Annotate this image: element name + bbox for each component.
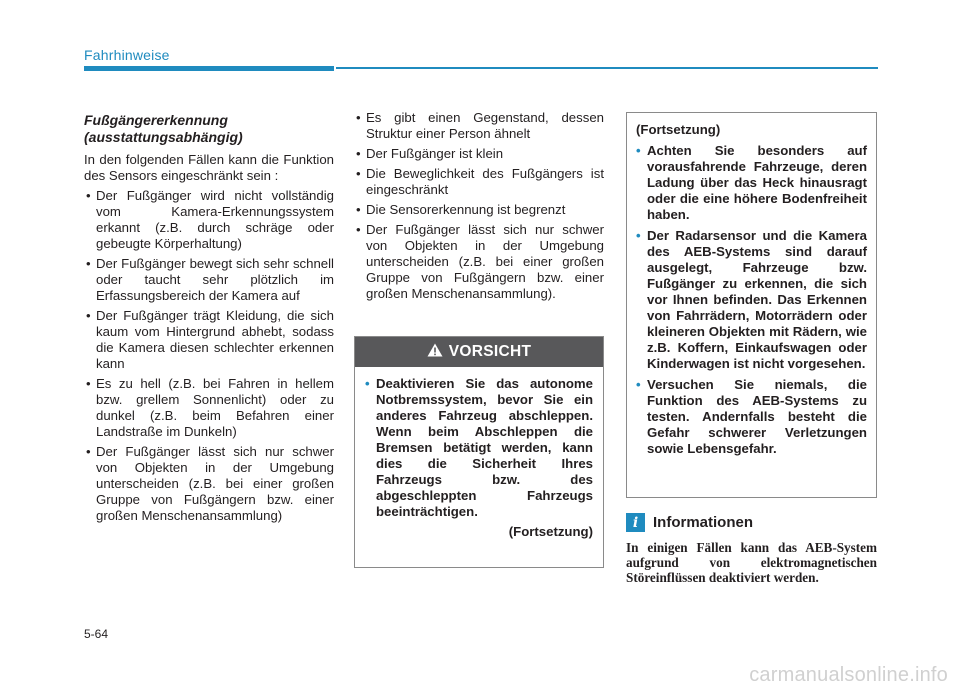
column-1 bbox=[84, 112, 334, 528]
limitation-list-2 bbox=[354, 110, 604, 302]
section-title-line1: Fußgängererkennung bbox=[84, 112, 228, 128]
watermark: carmanualsonline.info bbox=[749, 664, 948, 686]
caution-header bbox=[355, 337, 603, 367]
info-header bbox=[626, 513, 753, 532]
caution-item: • Deaktivieren Sie das autonome Notbremssystem, bevor Sie ein anderes Fahrzeug abschleppen. Wenn beim Abschleppen die Bremsen betätigt werden, kann dies die Sicherheit Ihres Fahrzeugs bzw. des abgeschleppten Fahrzeugs beeinträchtigen. bbox=[365, 376, 593, 520]
list-item: • Die Sensorerkennung ist begrenzt bbox=[354, 202, 604, 218]
section-header: Fahrhinweise bbox=[84, 47, 170, 63]
caution-title: VORSICHT bbox=[448, 343, 532, 360]
info-body: In einigen Fällen kann das AEB-System aufgrund von elektromagnetischen Störeinflüssen deaktiviert werden. bbox=[626, 540, 877, 585]
continued-label: (Fortsetzung) bbox=[508, 524, 593, 539]
caution-body bbox=[355, 367, 603, 540]
continued-label: (Fortsetzung) bbox=[636, 122, 721, 137]
page-number: 5-64 bbox=[84, 627, 109, 641]
list-item: • Der Fußgänger ist klein bbox=[354, 146, 604, 162]
warning-triangle-icon bbox=[427, 343, 443, 362]
info-title: Informationen bbox=[653, 514, 753, 531]
header-rule-thick bbox=[84, 66, 334, 71]
caution-box bbox=[354, 336, 604, 568]
list-item: • Der Fußgänger bewegt sich sehr schnell oder taucht sehr plötzlich im Erfassungsbereich der Kamera auf bbox=[84, 256, 334, 304]
column-2 bbox=[354, 110, 604, 306]
list-item: • Es zu hell (z.B. bei Fahren in hellem bzw. grellem Sonnenlicht) oder zu dunkel (z.B. beim Befahren einer Landstraße im Dunkeln) bbox=[84, 376, 334, 440]
caution-continued-box bbox=[626, 112, 877, 498]
caution-item: • Achten Sie besonders auf vorausfahrende Fahrzeuge, deren Ladung über das Heck hinausragt oder die eine höhere Bodenfreiheit haben. bbox=[636, 143, 867, 223]
section-title bbox=[84, 112, 334, 146]
list-item: • Der Fußgänger wird nicht vollständig vom Kamera-Erkennungssystem erkannt (z.B. durch schräge oder gebeugte Körperhaltung) bbox=[84, 188, 334, 252]
section-title-line2: (ausstattungsabhängig) bbox=[84, 129, 243, 145]
list-item: • Es gibt einen Gegenstand, dessen Struktur einer Person ähnelt bbox=[354, 110, 604, 142]
limitation-list-1 bbox=[84, 188, 334, 524]
list-item: • Der Fußgänger trägt Kleidung, die sich kaum vom Hintergrund abhebt, sodass die Kamera diesen schlechter erkennen kann bbox=[84, 308, 334, 372]
caution-item: • Versuchen Sie niemals, die Funktion des AEB-Systems zu testen. Andernfalls besteht die Gefahr schwerer Verletzungen sowie Lebensgefahr. bbox=[636, 377, 867, 457]
info-icon: i bbox=[626, 513, 645, 532]
list-item: • Die Beweglichkeit des Fußgängers ist eingeschränkt bbox=[354, 166, 604, 198]
list-item: • Der Fußgänger lässt sich nur schwer von Objekten in der Umgebung unterscheiden (z.B. bei einer großen Gruppe von Fußgängern bzw. einer großen Menschenansammlung). bbox=[354, 222, 604, 302]
caution-item: • Der Radarsensor und die Kamera des AEB-Systems sind darauf ausgelegt, Fahrzeuge bzw. Fußgänger zu erkennen, die sich vor Ihnen befinden. Das Erkennen von Fahrrädern, Motorrädern oder kleineren Objekten mit Rädern, wie z.B. Koffern, Einkaufswagen oder Kinderwagen ist nicht vorgesehen. bbox=[636, 228, 867, 372]
intro-paragraph: In den folgenden Fällen kann die Funktion des Sensors eingeschränkt sein : bbox=[84, 152, 334, 183]
list-item: • Der Fußgänger lässt sich nur schwer von Objekten in der Umgebung unterscheiden (z.B. bei einer großen Gruppe von Fußgängern bzw. einer großen Menschenansammlung) bbox=[84, 444, 334, 524]
header-rule-thin bbox=[336, 67, 878, 69]
